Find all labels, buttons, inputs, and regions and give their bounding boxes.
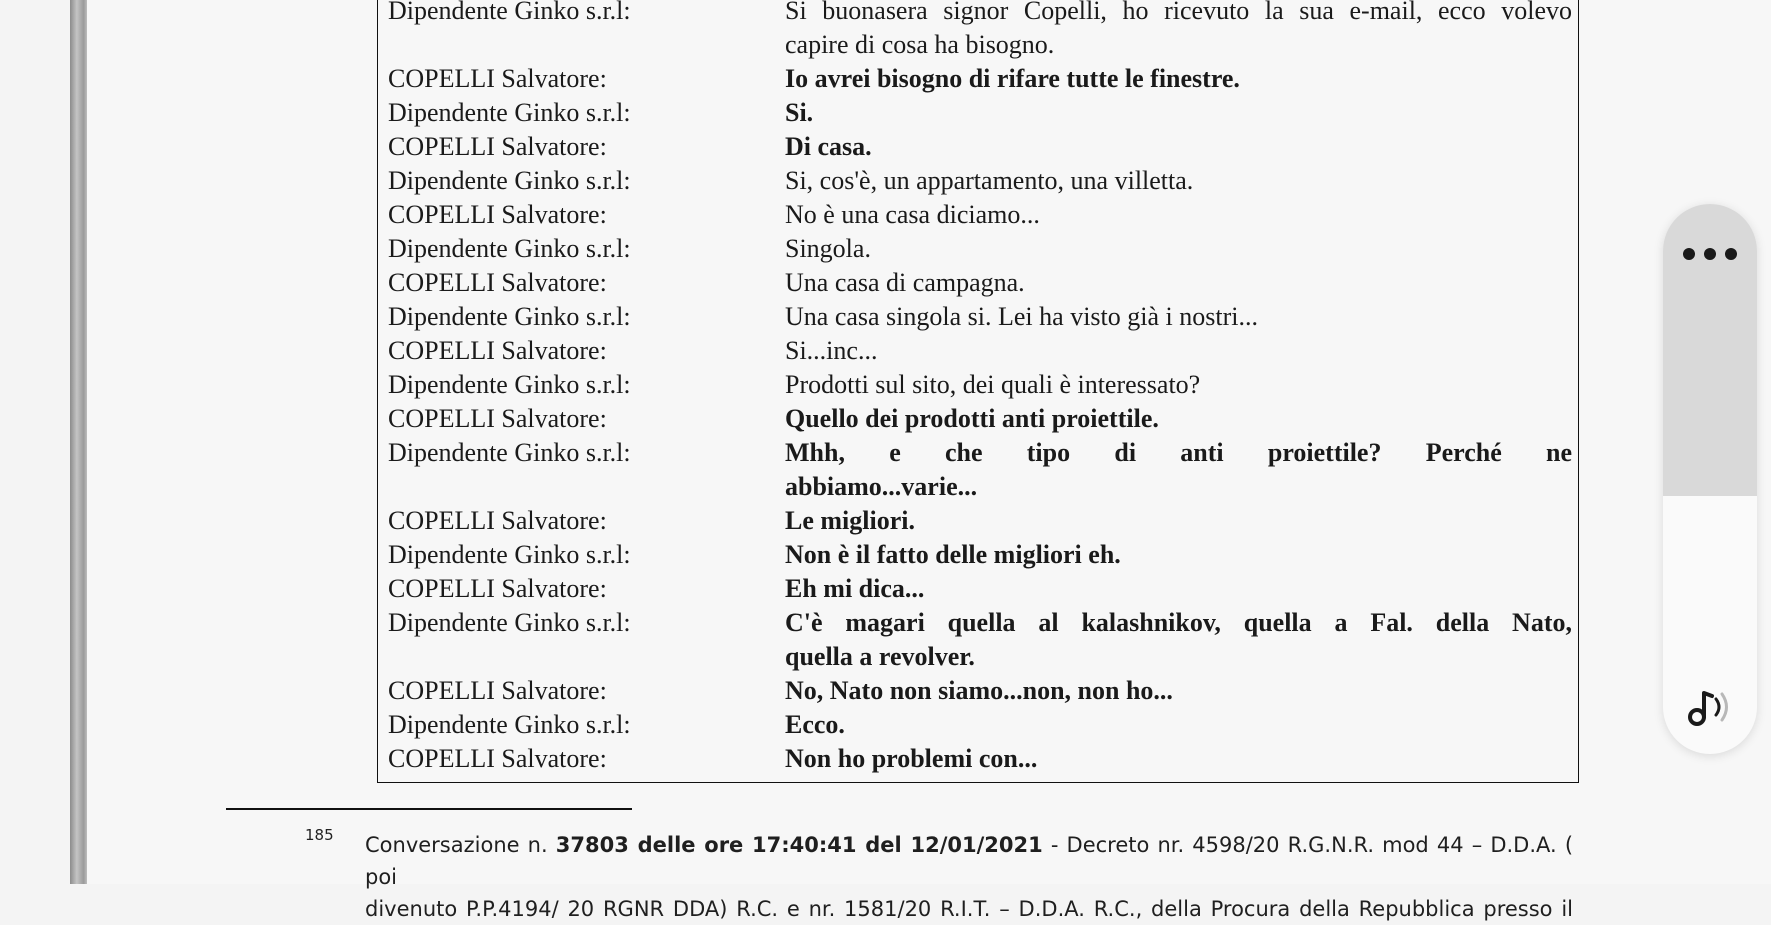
- transcript-row: [378, 130, 1578, 164]
- transcript-row: [378, 572, 1578, 606]
- transcript-row: [378, 708, 1578, 742]
- utterance-line: C'è magari quella al kalashnikov, quella a Fal. della Nato,: [785, 608, 1572, 637]
- footnote-text-line2: divenuto P.P.4194/ 20 RGNR DDA) R.C. e nr. 1581/20 R.I.T. – D.D.A. R.C., della Procura della Repubblica presso il: [365, 897, 1573, 921]
- utterance-text: [785, 62, 1572, 96]
- footnote-text-part: Conversazione n.: [365, 833, 556, 857]
- utterance-text: [785, 368, 1572, 402]
- utterance-line: Singola.: [785, 234, 871, 263]
- utterance-text: [785, 674, 1572, 708]
- transcript-row: [378, 368, 1578, 402]
- speaker-label: COPELLI Salvatore:: [388, 574, 607, 603]
- transcript-row: [378, 402, 1578, 436]
- utterance-text: [785, 606, 1572, 674]
- utterance-line: Ecco.: [785, 710, 845, 739]
- utterance-line: Si buonasera signor Copelli, ho ricevuto la sua e-mail, ecco volevo: [785, 0, 1572, 25]
- transcript-row: [378, 198, 1578, 232]
- speaker-label: Dipendente Ginko s.r.l:: [388, 302, 631, 331]
- utterance-line: Si.: [785, 98, 814, 127]
- transcript-row: [378, 266, 1578, 300]
- transcript-table: [377, 0, 1579, 783]
- speaker-label: Dipendente Ginko s.r.l:: [388, 98, 631, 127]
- speaker-label: COPELLI Salvatore:: [388, 64, 607, 93]
- utterance-text: [785, 742, 1572, 776]
- utterance-text: [785, 402, 1572, 436]
- speaker-label: COPELLI Salvatore:: [388, 336, 607, 365]
- utterance-line: Quello dei prodotti anti proiettile.: [785, 404, 1159, 433]
- utterance-line: Prodotti sul sito, dei quali è interessato?: [785, 370, 1201, 399]
- utterance-text: [785, 96, 1572, 130]
- transcript-row: [378, 606, 1578, 674]
- utterance-text: [785, 232, 1572, 266]
- transcript-row: [378, 674, 1578, 708]
- read-aloud-icon[interactable]: [1683, 679, 1739, 735]
- speaker-label: COPELLI Salvatore:: [388, 268, 607, 297]
- utterance-line: Eh mi dica...: [785, 574, 925, 603]
- utterance-line: quella a revolver.: [785, 642, 975, 671]
- utterance-line: Si, cos'è, un appartamento, una villetta.: [785, 166, 1194, 195]
- utterance-text: [785, 708, 1572, 742]
- utterance-line: Si...inc...: [785, 336, 878, 365]
- speaker-label: Dipendente Ginko s.r.l:: [388, 438, 631, 467]
- speaker-label: COPELLI Salvatore:: [388, 132, 607, 161]
- transcript-row: [378, 742, 1578, 776]
- transcript-row: [378, 300, 1578, 334]
- speaker-label: COPELLI Salvatore:: [388, 200, 607, 229]
- footnote-text-part: - Decreto nr. 4598/20 R.G.N.R. mod 44 – D.D.A. ( poi: [365, 833, 1574, 889]
- utterance-text: [785, 0, 1572, 62]
- footnote-conversation-ref: 37803 delle ore 17:40:41 del 12/01/2021: [555, 833, 1043, 857]
- utterance-line: Una casa di campagna.: [785, 268, 1025, 297]
- speaker-label: Dipendente Ginko s.r.l:: [388, 710, 631, 739]
- utterance-text: [785, 538, 1572, 572]
- transcript-row: [378, 436, 1578, 504]
- speaker-label: COPELLI Salvatore:: [388, 506, 607, 535]
- utterance-text: [785, 164, 1572, 198]
- transcript-row: [378, 164, 1578, 198]
- speaker-label: Dipendente Ginko s.r.l:: [388, 234, 631, 263]
- utterance-text: [785, 300, 1572, 334]
- speaker-label: Dipendente Ginko s.r.l:: [388, 166, 631, 195]
- footnote-number: 185: [305, 826, 334, 844]
- utterance-text: [785, 572, 1572, 606]
- utterance-text: [785, 198, 1572, 232]
- speaker-label: COPELLI Salvatore:: [388, 676, 607, 705]
- document-left-edge: [70, 0, 87, 884]
- utterance-line: capire di cosa ha bisogno.: [785, 30, 1055, 59]
- utterance-text: [785, 334, 1572, 368]
- utterance-line: Non è il fatto delle migliori eh.: [785, 540, 1121, 569]
- speaker-label: COPELLI Salvatore:: [388, 404, 607, 433]
- footnote-separator: [226, 808, 632, 810]
- transcript-row: [378, 504, 1578, 538]
- floating-side-panel: [1663, 204, 1757, 754]
- transcript-row: [378, 96, 1578, 130]
- speaker-label: Dipendente Ginko s.r.l:: [388, 540, 631, 569]
- utterance-line: Di casa.: [785, 132, 872, 161]
- utterance-line: Non ho problemi con...: [785, 744, 1038, 773]
- utterance-line: Io avrei bisogno di rifare tutte le finestre.: [785, 64, 1240, 93]
- utterance-line: abbiamo...varie...: [785, 472, 978, 501]
- speaker-label: Dipendente Ginko s.r.l:: [388, 370, 631, 399]
- transcript-row: [378, 0, 1578, 62]
- footnote-text: [365, 829, 1573, 925]
- utterance-line: No, Nato non siamo...non, non ho...: [785, 676, 1173, 705]
- speaker-label: COPELLI Salvatore:: [388, 744, 607, 773]
- more-horizontal-icon[interactable]: [1683, 234, 1737, 274]
- utterance-line: Una casa singola si. Lei ha visto già i nostri...: [785, 302, 1258, 331]
- utterance-text: [785, 436, 1572, 504]
- utterance-text: [785, 266, 1572, 300]
- transcript-row: [378, 334, 1578, 368]
- transcript-row: [378, 232, 1578, 266]
- utterance-line: Le migliori.: [785, 506, 915, 535]
- speaker-label: Dipendente Ginko s.r.l:: [388, 0, 631, 25]
- transcript-row: [378, 62, 1578, 96]
- utterance-text: [785, 504, 1572, 538]
- speaker-label: Dipendente Ginko s.r.l:: [388, 608, 631, 637]
- utterance-line: No è una casa diciamo...: [785, 200, 1040, 229]
- utterance-text: [785, 130, 1572, 164]
- transcript-row: [378, 538, 1578, 572]
- utterance-line: Mhh, e che tipo di anti proiettile? Perché ne: [785, 438, 1572, 467]
